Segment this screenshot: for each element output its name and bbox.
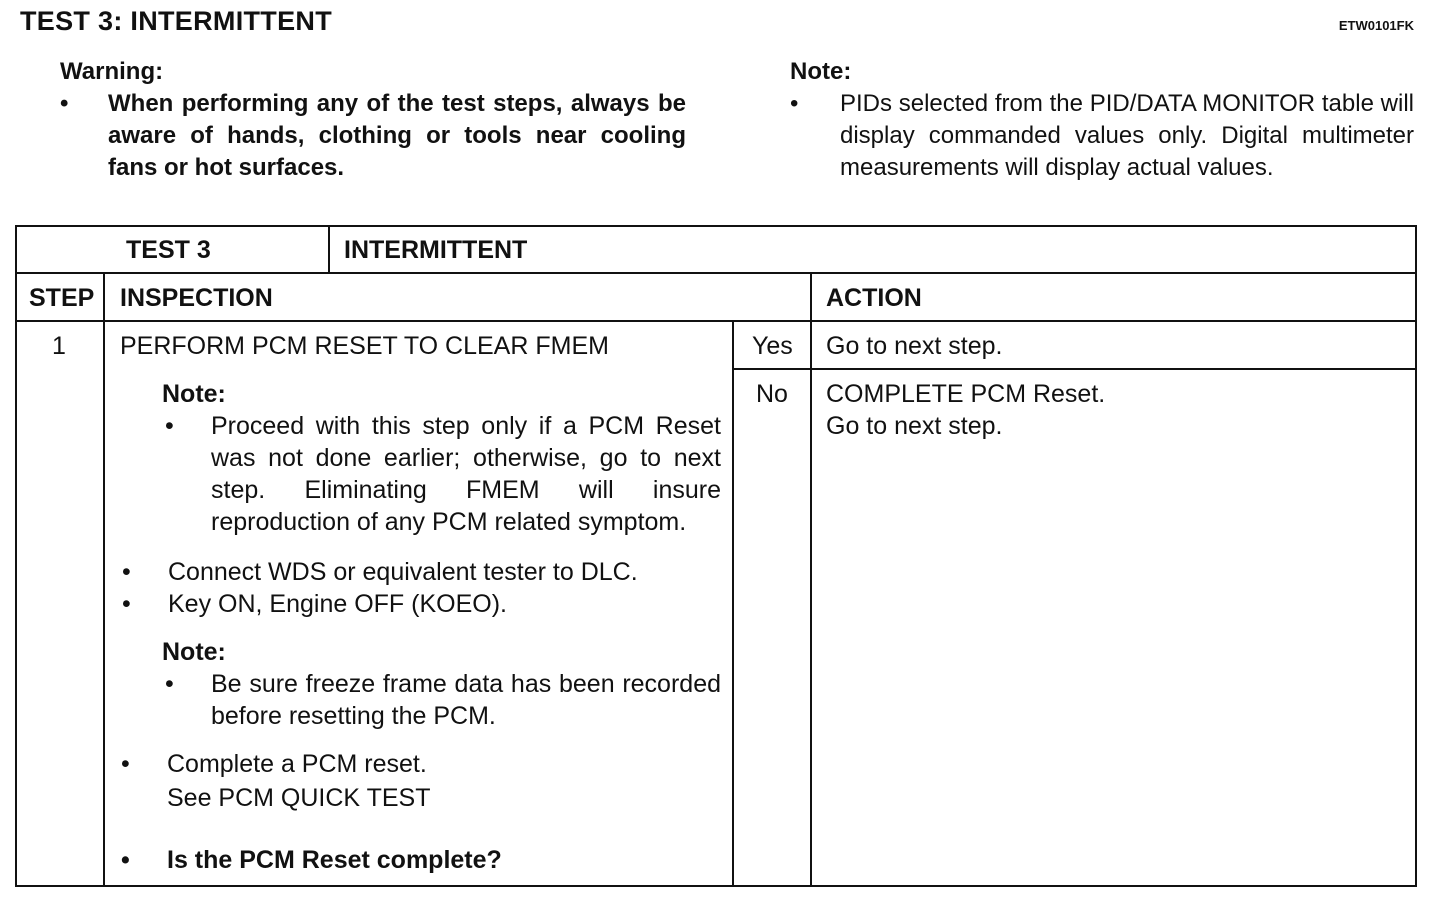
table-rule — [103, 273, 105, 886]
answer-no-label: No — [756, 380, 788, 408]
warning-bullet: • — [60, 90, 69, 117]
answer-no-action: COMPLETE PCM Reset. — [826, 380, 1106, 408]
test-label: TEST 3 — [126, 236, 211, 264]
inspection-note-text: • Proceed with this step only if a PCM Reset was not done earlier; otherwise, go to next step. Eliminating FMEM will insure reproduction of any PCM related symptom. — [211, 410, 721, 538]
inspection-question: • Is the PCM Reset complete? — [167, 844, 502, 876]
inspection-note-heading: Note: — [162, 380, 226, 408]
inspection-bullet: • Complete a PCM reset. — [167, 748, 427, 780]
table-rule — [732, 321, 734, 886]
note-text: PIDs selected from the PID/DATA MONITOR table will display commanded values only. Digital multimeter measurements will display actual values. — [840, 90, 1414, 181]
table-rule — [734, 368, 1417, 370]
warning-text: When performing any of the test steps, always be aware of hands, clothing or tools near cooling fans or hot surfaces. — [108, 90, 686, 181]
inspection-note-heading: Note: — [162, 638, 226, 666]
note-heading: Note: — [790, 58, 852, 85]
inspection-note-text: • Be sure freeze frame data has been recorded before resetting the PCM. — [211, 668, 721, 732]
document-code: ETW0101FK — [1338, 18, 1414, 33]
answer-yes-action: Go to next step. — [826, 332, 1003, 360]
table-rule — [15, 320, 1417, 322]
table-rule — [15, 272, 1417, 274]
test-name: INTERMITTENT — [344, 236, 528, 264]
column-header-step: STEP — [29, 284, 95, 312]
note-bullet: • — [790, 90, 799, 117]
column-header-action: ACTION — [826, 284, 922, 312]
step-number: 1 — [52, 332, 66, 360]
table-rule — [328, 225, 330, 273]
inspection-bullet: • Connect WDS or equivalent tester to DLC. — [168, 556, 638, 588]
inspection-bullet: • Key ON, Engine OFF (KOEO). — [168, 588, 507, 620]
column-header-inspection: INSPECTION — [120, 284, 273, 312]
table-rule — [810, 273, 812, 886]
page-title: TEST 3: INTERMITTENT — [20, 6, 332, 36]
answer-no-action: Go to next step. — [826, 412, 1003, 440]
warning-heading: Warning: — [60, 58, 164, 85]
inspection-title: PERFORM PCM RESET TO CLEAR FMEM — [120, 332, 609, 360]
inspection-reference: See PCM QUICK TEST — [167, 784, 431, 812]
answer-yes-label: Yes — [752, 332, 793, 360]
